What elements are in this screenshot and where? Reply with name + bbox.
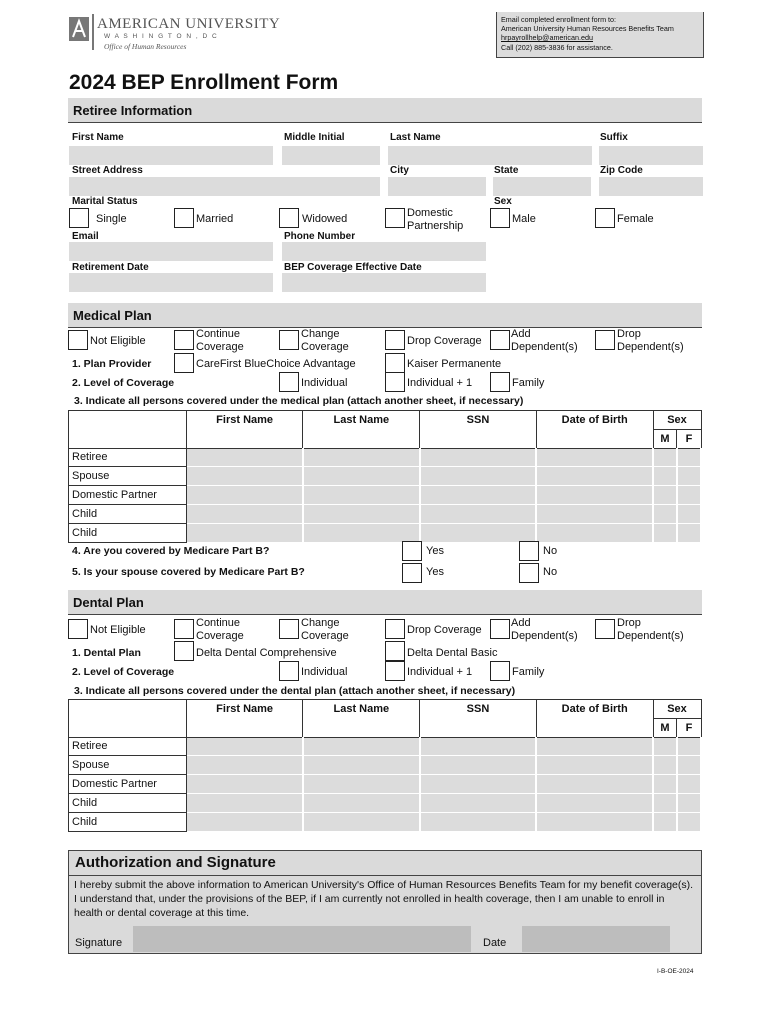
medicare-spouse-no-label: No xyxy=(543,566,558,578)
delta-basic-checkbox[interactable] xyxy=(385,641,405,661)
sex-m-cell[interactable] xyxy=(653,448,677,467)
notice-box xyxy=(496,12,704,58)
sex-m-cell[interactable] xyxy=(653,793,677,812)
last-name-cell[interactable] xyxy=(303,793,420,812)
sex-f-cell[interactable] xyxy=(677,793,701,812)
medicare-self-no-label: No xyxy=(543,545,558,557)
label-retirement-date: Retirement Date xyxy=(72,262,149,273)
authorization-text: I hereby submit the above information to American University's Office of Human Resources Benefits Team for my benefit coverage(s). I understand that, under the provisions of the BEP, if I am currently not enrolled in health coverage, then I am unable to enroll in health or dental coverage at this time. xyxy=(74,879,694,919)
dental-change-checkbox[interactable] xyxy=(279,619,299,639)
medical-drop-dependent-label: Drop Dependent(s) xyxy=(617,328,684,353)
domestic-partnership-checkbox[interactable] xyxy=(385,208,405,228)
ssn-cell[interactable] xyxy=(420,523,537,542)
dob-cell[interactable] xyxy=(536,448,653,467)
org-name: AMERICAN UNIVERSITY xyxy=(97,16,281,32)
zip-code-field[interactable] xyxy=(599,177,703,196)
ssn-cell[interactable] xyxy=(420,448,537,467)
org-office: Office of Human Resources xyxy=(104,42,187,51)
label-state: State xyxy=(494,165,519,176)
middle-initial-field[interactable] xyxy=(282,146,380,165)
header-last-name: Last Name xyxy=(303,700,420,738)
single-label: Single xyxy=(96,213,127,225)
row-label: Retiree xyxy=(69,448,187,467)
header-first-name: First Name xyxy=(186,700,303,738)
dental-q3: 3. Indicate all persons covered under the dental plan (attach another sheet, if necessary) xyxy=(74,685,516,697)
ssn-cell[interactable] xyxy=(420,812,537,831)
delta-comprehensive-checkbox[interactable] xyxy=(174,641,194,661)
dental-change-label: Change Coverage xyxy=(301,617,349,642)
label-bep-effective: BEP Coverage Effective Date xyxy=(284,262,422,273)
header-sex-m: M xyxy=(653,429,677,448)
sex-f-cell[interactable] xyxy=(677,812,701,831)
row-label: Spouse xyxy=(69,467,187,486)
dental-drop-label: Drop Coverage xyxy=(407,624,482,636)
first-name-cell[interactable] xyxy=(186,486,303,505)
sex-m-cell[interactable] xyxy=(653,504,677,523)
first-name-cell[interactable] xyxy=(186,793,303,812)
label-street: Street Address xyxy=(72,165,143,176)
page-title: 2024 BEP Enrollment Form xyxy=(69,71,339,94)
phone-number-field[interactable] xyxy=(282,242,486,261)
dob-cell[interactable] xyxy=(536,812,653,831)
org-city: W A S H I N G T O N , D C xyxy=(104,33,219,40)
header-blank xyxy=(69,411,187,449)
first-name-cell[interactable] xyxy=(186,523,303,542)
dental-q2: 2. Level of Coverage xyxy=(72,666,175,678)
header-ssn: SSN xyxy=(420,411,537,449)
medical-q2: 2. Level of Coverage xyxy=(72,377,175,389)
single-checkbox[interactable] xyxy=(69,208,89,228)
last-name-cell[interactable] xyxy=(303,523,420,542)
last-name-cell[interactable] xyxy=(303,448,420,467)
header-dob: Date of Birth xyxy=(536,411,653,449)
ssn-cell[interactable] xyxy=(420,467,537,486)
sex-f-cell[interactable] xyxy=(677,448,701,467)
delta-comprehensive-label: Delta Dental Comprehensive xyxy=(196,647,337,659)
married-checkbox[interactable] xyxy=(174,208,194,228)
medicare-self-no-checkbox[interactable] xyxy=(519,541,539,561)
label-suffix: Suffix xyxy=(600,132,628,143)
dental-q1: 1. Dental Plan xyxy=(72,647,141,659)
logo-divider xyxy=(92,14,94,50)
dob-cell[interactable] xyxy=(536,756,653,775)
notice-email-link[interactable]: hrpayrollhelp@american.edu xyxy=(501,33,593,43)
date-field[interactable] xyxy=(522,926,670,952)
dental-continue-checkbox[interactable] xyxy=(174,619,194,639)
medicare-spouse-no-checkbox[interactable] xyxy=(519,563,539,583)
domestic-partnership-label: Domestic Partnership xyxy=(407,207,464,232)
sex-m-cell[interactable] xyxy=(653,486,677,505)
medical-q1: 1. Plan Provider xyxy=(72,358,152,370)
header-sex: Sex xyxy=(653,700,701,719)
dental-family-checkbox[interactable] xyxy=(490,661,510,681)
female-label: Female xyxy=(617,213,654,225)
dental-individual-plus-checkbox[interactable] xyxy=(385,661,405,681)
dob-cell[interactable] xyxy=(536,504,653,523)
dental-drop-checkbox[interactable] xyxy=(385,619,405,639)
widowed-checkbox[interactable] xyxy=(279,208,299,228)
header-sex-m: M xyxy=(653,718,677,737)
medical-change-label: Change Coverage xyxy=(301,328,349,353)
last-name-cell[interactable] xyxy=(303,467,420,486)
female-checkbox[interactable] xyxy=(595,208,615,228)
email-field[interactable] xyxy=(69,242,273,261)
header-dob: Date of Birth xyxy=(536,700,653,738)
dob-cell[interactable] xyxy=(536,793,653,812)
label-email: Email xyxy=(72,231,99,242)
medical-family-label: Family xyxy=(512,377,545,389)
date-label: Date xyxy=(483,937,507,949)
last-name-cell[interactable] xyxy=(303,504,420,523)
medical-q4: 4. Are you covered by Medicare Part B? xyxy=(72,545,270,557)
header-blank xyxy=(69,700,187,738)
header-first-name: First Name xyxy=(186,411,303,449)
medical-not-eligible-checkbox[interactable] xyxy=(68,330,88,350)
header-sex: Sex xyxy=(653,411,701,430)
sex-m-cell[interactable] xyxy=(653,523,677,542)
sex-m-cell[interactable] xyxy=(653,737,677,756)
dental-individual-label: Individual xyxy=(301,666,348,678)
dental-drop-dependent-checkbox[interactable] xyxy=(595,619,615,639)
sex-m-cell[interactable] xyxy=(653,812,677,831)
last-name-cell[interactable] xyxy=(303,775,420,794)
label-marital-status: Marital Status xyxy=(72,196,138,207)
sex-f-cell[interactable] xyxy=(677,523,701,542)
label-zip: Zip Code xyxy=(600,165,643,176)
header-last-name: Last Name xyxy=(303,411,420,449)
sex-f-cell[interactable] xyxy=(677,737,701,756)
ssn-cell[interactable] xyxy=(420,504,537,523)
section-dental: Dental Plan xyxy=(68,590,702,615)
medical-individual-plus-label: Individual + 1 xyxy=(407,377,473,389)
first-name-cell[interactable] xyxy=(186,467,303,486)
row-label: Retiree xyxy=(69,737,187,756)
medicare-spouse-yes-label: Yes xyxy=(426,566,444,578)
medical-drop-dependent-checkbox[interactable] xyxy=(595,330,615,350)
last-name-cell[interactable] xyxy=(303,756,420,775)
dental-family-label: Family xyxy=(512,666,545,678)
last-name-cell[interactable] xyxy=(303,486,420,505)
first-name-cell[interactable] xyxy=(186,504,303,523)
medical-add-dependent-checkbox[interactable] xyxy=(490,330,510,350)
state-field[interactable] xyxy=(493,177,591,196)
dental-drop-dependent-label: Drop Dependent(s) xyxy=(617,617,684,642)
row-label: Child xyxy=(69,504,187,523)
medical-individual-label: Individual xyxy=(301,377,348,389)
sex-f-cell[interactable] xyxy=(677,486,701,505)
last-name-field[interactable] xyxy=(388,146,592,165)
medical-add-dependent-label: Add Dependent(s) xyxy=(511,328,578,353)
kaiser-checkbox[interactable] xyxy=(385,353,405,373)
sex-f-cell[interactable] xyxy=(677,775,701,794)
medical-persons-table xyxy=(68,410,702,543)
ssn-cell[interactable] xyxy=(420,775,537,794)
notice-line: Call (202) 885-3836 for assistance. xyxy=(501,42,613,52)
first-name-cell[interactable] xyxy=(186,812,303,831)
label-last-name: Last Name xyxy=(390,132,441,143)
sex-m-cell[interactable] xyxy=(653,775,677,794)
authorization-box xyxy=(68,850,702,954)
dental-continue-label: Continue Coverage xyxy=(196,617,244,642)
row-label: Domestic Partner xyxy=(69,486,187,505)
first-name-cell[interactable] xyxy=(186,737,303,756)
row-label: Child xyxy=(69,812,187,831)
widowed-label: Widowed xyxy=(302,213,348,225)
dob-cell[interactable] xyxy=(536,523,653,542)
dental-individual-checkbox[interactable] xyxy=(279,661,299,681)
section-medical: Medical Plan xyxy=(68,303,702,328)
sex-m-cell[interactable] xyxy=(653,756,677,775)
medicare-self-yes-label: Yes xyxy=(426,545,444,557)
medical-continue-checkbox[interactable] xyxy=(174,330,194,350)
dental-add-dependent-checkbox[interactable] xyxy=(490,619,510,639)
first-name-cell[interactable] xyxy=(186,448,303,467)
carefirst-label: CareFirst BlueChoice Advantage xyxy=(196,358,356,370)
medical-change-checkbox[interactable] xyxy=(279,330,299,350)
dental-not-eligible-checkbox[interactable] xyxy=(68,619,88,639)
authorization-divider xyxy=(69,875,701,876)
row-label: Child xyxy=(69,523,187,542)
medical-individual-checkbox[interactable] xyxy=(279,372,299,392)
dob-cell[interactable] xyxy=(536,737,653,756)
dental-add-dependent-label: Add Dependent(s) xyxy=(511,617,578,642)
label-phone: Phone Number xyxy=(284,231,356,242)
kaiser-label: Kaiser Permanente xyxy=(407,358,502,370)
medical-continue-label: Continue Coverage xyxy=(196,328,244,353)
label-city: City xyxy=(390,165,409,176)
first-name-cell[interactable] xyxy=(186,756,303,775)
signature-field[interactable] xyxy=(133,926,471,952)
header-sex-f: F xyxy=(677,718,701,737)
medical-drop-checkbox[interactable] xyxy=(385,330,405,350)
medical-q3: 3. Indicate all persons covered under the medical plan (attach another sheet, if necessary) xyxy=(74,395,524,407)
medical-not-eligible-label: Not Eligible xyxy=(90,335,146,347)
dental-not-eligible-label: Not Eligible xyxy=(90,624,146,636)
city-field[interactable] xyxy=(388,177,486,196)
section-retiree: Retiree Information xyxy=(68,98,702,123)
label-middle-initial: Middle Initial xyxy=(284,132,345,143)
last-name-cell[interactable] xyxy=(303,737,420,756)
sex-f-cell[interactable] xyxy=(677,467,701,486)
last-name-cell[interactable] xyxy=(303,812,420,831)
header-ssn: SSN xyxy=(420,700,537,738)
row-label: Domestic Partner xyxy=(69,775,187,794)
ssn-cell[interactable] xyxy=(420,486,537,505)
dob-cell[interactable] xyxy=(536,467,653,486)
retirement-date-field[interactable] xyxy=(69,273,273,292)
sex-m-cell[interactable] xyxy=(653,467,677,486)
male-label: Male xyxy=(512,213,536,225)
carefirst-checkbox[interactable] xyxy=(174,353,194,373)
medicare-spouse-yes-checkbox[interactable] xyxy=(402,563,422,583)
medical-individual-plus-checkbox[interactable] xyxy=(385,372,405,392)
dob-cell[interactable] xyxy=(536,486,653,505)
authorization-title: Authorization and Signature xyxy=(75,854,276,871)
notice-line: Email completed enrollment form to: xyxy=(501,15,617,24)
married-label: Married xyxy=(196,213,234,225)
ssn-cell[interactable] xyxy=(420,793,537,812)
sex-f-cell[interactable] xyxy=(677,504,701,523)
logo-icon xyxy=(69,17,89,41)
first-name-field[interactable] xyxy=(69,146,273,165)
first-name-cell[interactable] xyxy=(186,775,303,794)
bep-effective-date-field[interactable] xyxy=(282,273,486,292)
suffix-field[interactable] xyxy=(599,146,703,165)
sex-f-cell[interactable] xyxy=(677,756,701,775)
label-sex: Sex xyxy=(494,196,512,207)
row-label: Child xyxy=(69,793,187,812)
dob-cell[interactable] xyxy=(536,775,653,794)
street-address-field[interactable] xyxy=(69,177,380,196)
university-logo xyxy=(69,17,89,41)
medicare-self-yes-checkbox[interactable] xyxy=(402,541,422,561)
notice-line: American University Human Resources Benefits Team xyxy=(501,24,674,34)
label-first-name: First Name xyxy=(72,132,124,143)
ssn-cell[interactable] xyxy=(420,737,537,756)
signature-label: Signature xyxy=(75,937,123,949)
row-label: Spouse xyxy=(69,756,187,775)
delta-basic-label: Delta Dental Basic xyxy=(407,647,498,659)
dental-persons-table xyxy=(68,699,702,832)
medical-drop-label: Drop Coverage xyxy=(407,335,482,347)
medical-q5: 5. Is your spouse covered by Medicare Part B? xyxy=(72,566,305,578)
medical-family-checkbox[interactable] xyxy=(490,372,510,392)
male-checkbox[interactable] xyxy=(490,208,510,228)
ssn-cell[interactable] xyxy=(420,756,537,775)
dental-individual-plus-label: Individual + 1 xyxy=(407,666,473,678)
header-sex-f: F xyxy=(677,429,701,448)
footer-code: I-B-OE-2024 xyxy=(657,968,694,975)
